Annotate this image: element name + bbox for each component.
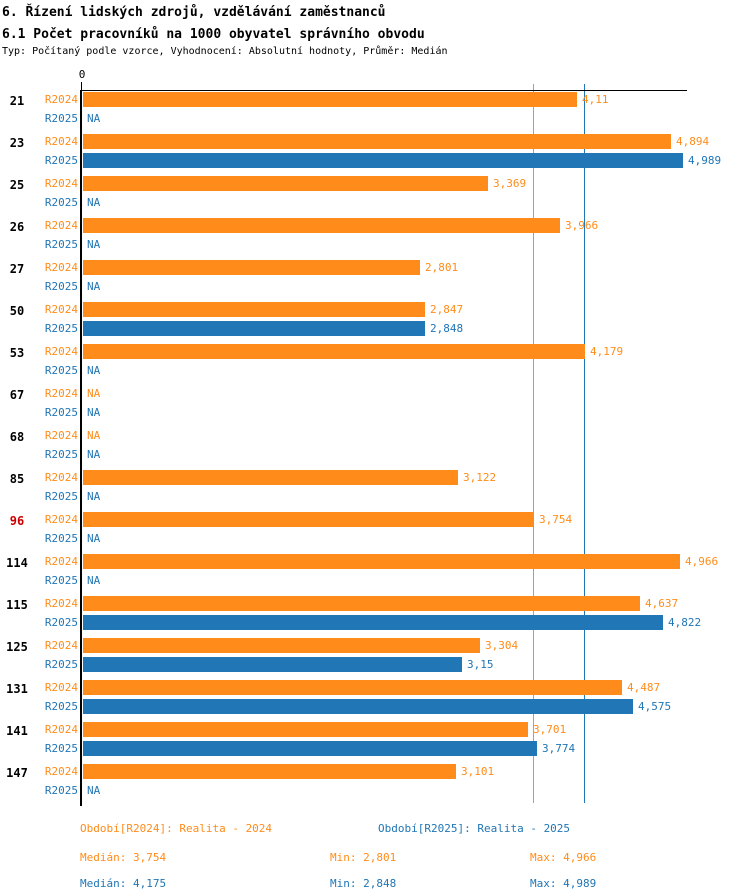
series-label-r2024: R2024 <box>44 345 78 358</box>
series-label-r2025: R2025 <box>44 322 78 335</box>
na-value-r2025: NA <box>87 280 101 293</box>
category-label: 23 <box>9 136 25 150</box>
bar-value-r2024: 2,801 <box>425 261 459 274</box>
axis-baseline <box>80 90 82 806</box>
axis-zero-label: 0 <box>78 68 86 81</box>
bar-r2024 <box>83 764 456 779</box>
category-label: 131 <box>6 682 28 696</box>
bar-value-r2024: 3,701 <box>533 723 567 736</box>
bar-value-r2024: 3,369 <box>493 177 527 190</box>
bar-value-r2024: 3,122 <box>463 471 497 484</box>
bar-r2024 <box>83 134 671 149</box>
stat-median-2025: Medián: 4,175 <box>80 877 167 890</box>
bar-value-r2024: 3,966 <box>565 219 599 232</box>
category-label: 125 <box>6 640 28 654</box>
median-2025-line <box>584 84 585 803</box>
series-label-r2024: R2024 <box>44 555 78 568</box>
stat-max-2025: Max: 4,989 <box>530 877 597 890</box>
na-value-r2025: NA <box>87 532 101 545</box>
series-label-r2025: R2025 <box>44 448 78 461</box>
na-value-r2025: NA <box>87 406 101 419</box>
series-label-r2024: R2024 <box>44 177 78 190</box>
category-label: 21 <box>9 94 25 108</box>
series-label-r2025: R2025 <box>44 700 78 713</box>
series-label-r2025: R2025 <box>44 112 78 125</box>
category-label: 147 <box>6 766 28 780</box>
series-label-r2025: R2025 <box>44 196 78 209</box>
bar-value-r2024: 4,637 <box>645 597 679 610</box>
series-label-r2025: R2025 <box>44 574 78 587</box>
series-label-r2025: R2025 <box>44 490 78 503</box>
bar-value-r2024: 4,179 <box>590 345 624 358</box>
bar-value-r2025: 3,15 <box>467 658 494 671</box>
bar-value-r2025: 3,774 <box>542 742 576 755</box>
series-label-r2024: R2024 <box>44 429 78 442</box>
bar-r2024 <box>83 596 640 611</box>
bar-r2024 <box>83 470 458 485</box>
bar-value-r2024: 4,11 <box>582 93 609 106</box>
series-label-r2024: R2024 <box>44 135 78 148</box>
series-label-r2024: R2024 <box>44 303 78 316</box>
bar-r2024 <box>83 344 585 359</box>
bar-value-r2024: 4,487 <box>627 681 661 694</box>
na-value-r2025: NA <box>87 574 101 587</box>
bar-value-r2025: 4,575 <box>638 700 672 713</box>
series-label-r2025: R2025 <box>44 784 78 797</box>
category-label: 27 <box>9 262 25 276</box>
series-label-r2024: R2024 <box>44 261 78 274</box>
median-2024-line <box>533 84 534 803</box>
category-label: 114 <box>6 556 28 570</box>
series-label-r2025: R2025 <box>44 658 78 671</box>
bar-r2025 <box>83 699 633 714</box>
category-label: 96 <box>9 514 25 528</box>
series-label-r2024: R2024 <box>44 639 78 652</box>
category-label: 50 <box>9 304 25 318</box>
bar-r2024 <box>83 722 528 737</box>
category-label: 67 <box>9 388 25 402</box>
axis-top-line <box>82 90 687 91</box>
legend-period-2024: Období[R2024]: Realita - 2024 <box>80 822 273 835</box>
series-label-r2024: R2024 <box>44 597 78 610</box>
series-label-r2025: R2025 <box>44 280 78 293</box>
bar-value-r2025: 2,848 <box>430 322 464 335</box>
series-label-r2025: R2025 <box>44 532 78 545</box>
na-value-r2025: NA <box>87 784 101 797</box>
series-label-r2024: R2024 <box>44 723 78 736</box>
bar-value-r2024: 3,754 <box>539 513 573 526</box>
bar-r2024 <box>83 260 420 275</box>
na-value-r2024: NA <box>87 429 101 442</box>
na-value-r2024: NA <box>87 387 101 400</box>
series-label-r2025: R2025 <box>44 154 78 167</box>
bar-value-r2024: 3,101 <box>461 765 495 778</box>
na-value-r2025: NA <box>87 112 101 125</box>
bar-value-r2024: 2,847 <box>430 303 464 316</box>
series-label-r2024: R2024 <box>44 765 78 778</box>
bar-r2025 <box>83 657 462 672</box>
bar-value-r2025: 4,822 <box>668 616 702 629</box>
category-label: 53 <box>9 346 25 360</box>
stat-median-2024: Medián: 3,754 <box>80 851 167 864</box>
series-label-r2025: R2025 <box>44 742 78 755</box>
bar-r2024 <box>83 92 577 107</box>
bar-r2025 <box>83 741 537 756</box>
page-title: 6. Řízení lidských zdrojů, vzdělávání zaměstnanců <box>2 5 386 20</box>
series-label-r2025: R2025 <box>44 616 78 629</box>
legend-period-2025: Období[R2025]: Realita - 2025 <box>378 822 571 835</box>
category-label: 85 <box>9 472 25 486</box>
series-label-r2024: R2024 <box>44 219 78 232</box>
series-label-r2024: R2024 <box>44 93 78 106</box>
category-label: 26 <box>9 220 25 234</box>
axis-zero-tick <box>81 82 82 90</box>
series-label-r2024: R2024 <box>44 387 78 400</box>
category-label: 115 <box>6 598 28 612</box>
chart-subtitle: 6.1 Počet pracovníků na 1000 obyvatel správního obvodu <box>2 27 425 42</box>
na-value-r2025: NA <box>87 448 101 461</box>
chart-meta-line: Typ: Počítaný podle vzorce, Vyhodnocení: Absolutní hodnoty, Průměr: Medián <box>2 46 448 57</box>
series-label-r2025: R2025 <box>44 364 78 377</box>
bar-r2024 <box>83 680 622 695</box>
bar-value-r2024: 4,894 <box>676 135 710 148</box>
bar-r2024 <box>83 512 534 527</box>
bar-r2024 <box>83 218 560 233</box>
series-label-r2025: R2025 <box>44 406 78 419</box>
series-label-r2025: R2025 <box>44 238 78 251</box>
category-label: 68 <box>9 430 25 444</box>
stat-min-2024: Min: 2,801 <box>330 851 397 864</box>
bar-r2024 <box>83 302 425 317</box>
bar-r2025 <box>83 321 425 336</box>
na-value-r2025: NA <box>87 364 101 377</box>
bar-value-r2024: 3,304 <box>485 639 519 652</box>
na-value-r2025: NA <box>87 196 101 209</box>
bar-r2025 <box>83 615 663 630</box>
category-label: 25 <box>9 178 25 192</box>
category-label: 141 <box>6 724 28 738</box>
series-label-r2024: R2024 <box>44 681 78 694</box>
na-value-r2025: NA <box>87 238 101 251</box>
na-value-r2025: NA <box>87 490 101 503</box>
stat-min-2025: Min: 2,848 <box>330 877 397 890</box>
series-label-r2024: R2024 <box>44 513 78 526</box>
bar-value-r2025: 4,989 <box>688 154 722 167</box>
series-label-r2024: R2024 <box>44 471 78 484</box>
bar-r2025 <box>83 153 683 168</box>
stat-max-2024: Max: 4,966 <box>530 851 597 864</box>
bar-value-r2024: 4,966 <box>685 555 719 568</box>
bar-r2024 <box>83 554 680 569</box>
bar-r2024 <box>83 176 488 191</box>
bar-r2024 <box>83 638 480 653</box>
